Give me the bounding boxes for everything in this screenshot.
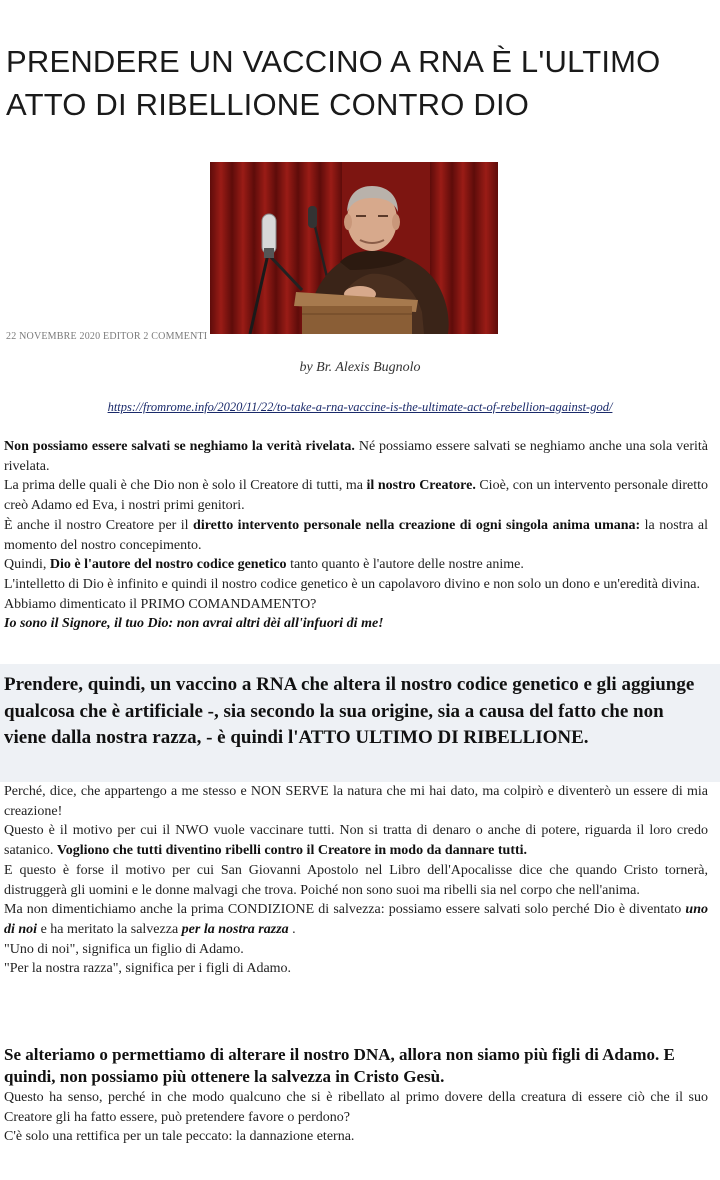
paragraph: Perché, dice, che appartengo a me stesso e NON SERVE la natura che mi hai dato, ma colpirò e diventerò un essere di mia creazione!: [4, 784, 708, 819]
emphasis: per la nostra razza: [181, 921, 289, 937]
emphasis: Vogliono che tutti diventino ribelli contro il Creatore in modo da dannare tutti.: [56, 843, 528, 859]
friar-at-microphone-illustration: [210, 162, 498, 334]
text: Ma non dimentichiamo anche la prima CONDIZIONE di salvezza: possiamo essere salvati solo perché Dio è diventato: [4, 902, 686, 918]
paragraph: [4, 437, 708, 476]
section-2-body: [4, 782, 708, 979]
paragraph: [4, 516, 708, 555]
paragraph: [4, 476, 708, 515]
paragraph: Questo ha senso, perché in che modo qualcuno che si è ribellato al primo dovere della creatura di essere ciò che il suo Creatore gli ha fatto essere, può pretendere favore o perdono?: [4, 1090, 708, 1125]
emphasis: Non possiamo essere salvati se neghiamo la verità rivelata.: [4, 439, 355, 454]
paragraph: [4, 821, 708, 860]
article-title: PRENDERE UN VACCINO A RNA È L'ULTIMO ATTO DI RIBELLIONE CONTRO DIO: [6, 44, 661, 122]
paragraph: Abbiamo dimenticato il PRIMO COMANDAMENTO?: [4, 596, 317, 612]
text: e ha meritato la salvezza: [37, 921, 182, 937]
emphasis: il nostro Creatore.: [366, 478, 476, 494]
post-meta: 22 NOVEMBRE 2020 EDITOR 2 COMMENTI: [6, 331, 208, 342]
text: Quindi,: [4, 557, 50, 573]
paragraph: [4, 900, 708, 939]
text: tanto quanto è l'autore delle nostre anime.: [286, 557, 524, 573]
emphasis: Io sono il Signore, il tuo Dio: non avrai altri dèi all'infuori di me!: [4, 616, 384, 632]
commandment-quote: [4, 614, 708, 634]
byline: by Br. Alexis Bugnolo: [299, 360, 421, 375]
section-2-heading: Prendere, quindi, un vaccino a RNA che altera il nostro codice genetico e gli aggiunge qualcosa che è artificiale -, sia secondo la sua origine, sia a causa del fatto che non viene dalla nostra razza, - è quindi l'ATTO ULTIMO DI RIBELLIONE.: [4, 674, 695, 748]
text: La prima delle quali è che Dio non è solo il Creatore di tutti, ma: [4, 478, 367, 494]
text: Cioè, con un intervento personale diretto creò Adamo ed Eva, i nostri primi genitori.: [4, 478, 709, 514]
paragraph: "Uno di noi", significa un figlio di Adamo.: [4, 941, 244, 957]
text: .: [288, 921, 296, 937]
paragraph: [4, 555, 708, 575]
emphasis: uno di noi: [4, 902, 708, 937]
section-1-body: [4, 437, 708, 634]
paragraph: L'intelletto di Dio è infinito e quindi il nostro codice genetico è un capolavoro divino e non solo un dono e un'eredità divina.: [4, 576, 700, 592]
text: Né possiamo essere salvati se neghiamo anche una sola verità rivelata.: [4, 439, 709, 474]
paragraph: E questo è forse il motivo per cui San Giovanni Apostolo nel Libro dell'Apocalisse dice che quando Cristo tornerà, distruggerà gli uomini e le donne malvagi che trova. Poiché non sono suoi ma ribelli sia nel corpo che nell'anima.: [4, 862, 708, 898]
section-3-body: [4, 1088, 708, 1147]
text: la nostra al momento del nostro concepimento.: [4, 517, 709, 553]
paragraph: C'è solo una rettifica per un tale peccato: la dannazione eterna.: [4, 1129, 355, 1145]
emphasis: Dio è l'autore del nostro codice genetico: [49, 557, 287, 573]
emphasis: diretto intervento personale nella creazione di ogni singola anima umana:: [193, 517, 641, 533]
article-photo: [210, 162, 498, 334]
source-link[interactable]: https://fromrome.info/2020/11/22/to-take-a-rna-vaccine-is-the-ultimate-act-of-rebellion-against-god/: [107, 400, 613, 414]
text: Questo è il motivo per cui il NWO vuole vaccinare tutti. Non si tratta di denaro o anche di potere, riguarda il loro credo satanico.: [4, 823, 708, 859]
paragraph: "Per la nostra razza", significa per i figli di Adamo.: [4, 961, 292, 977]
section-3-heading: Se alteriamo o permettiamo di alterare il nostro DNA, allora non siamo più figli di Adamo. E quindi, non possiamo più ottenere la salvezza in Cristo Gesù.: [4, 1045, 675, 1086]
text: È anche il nostro Creatore per il: [4, 517, 194, 533]
